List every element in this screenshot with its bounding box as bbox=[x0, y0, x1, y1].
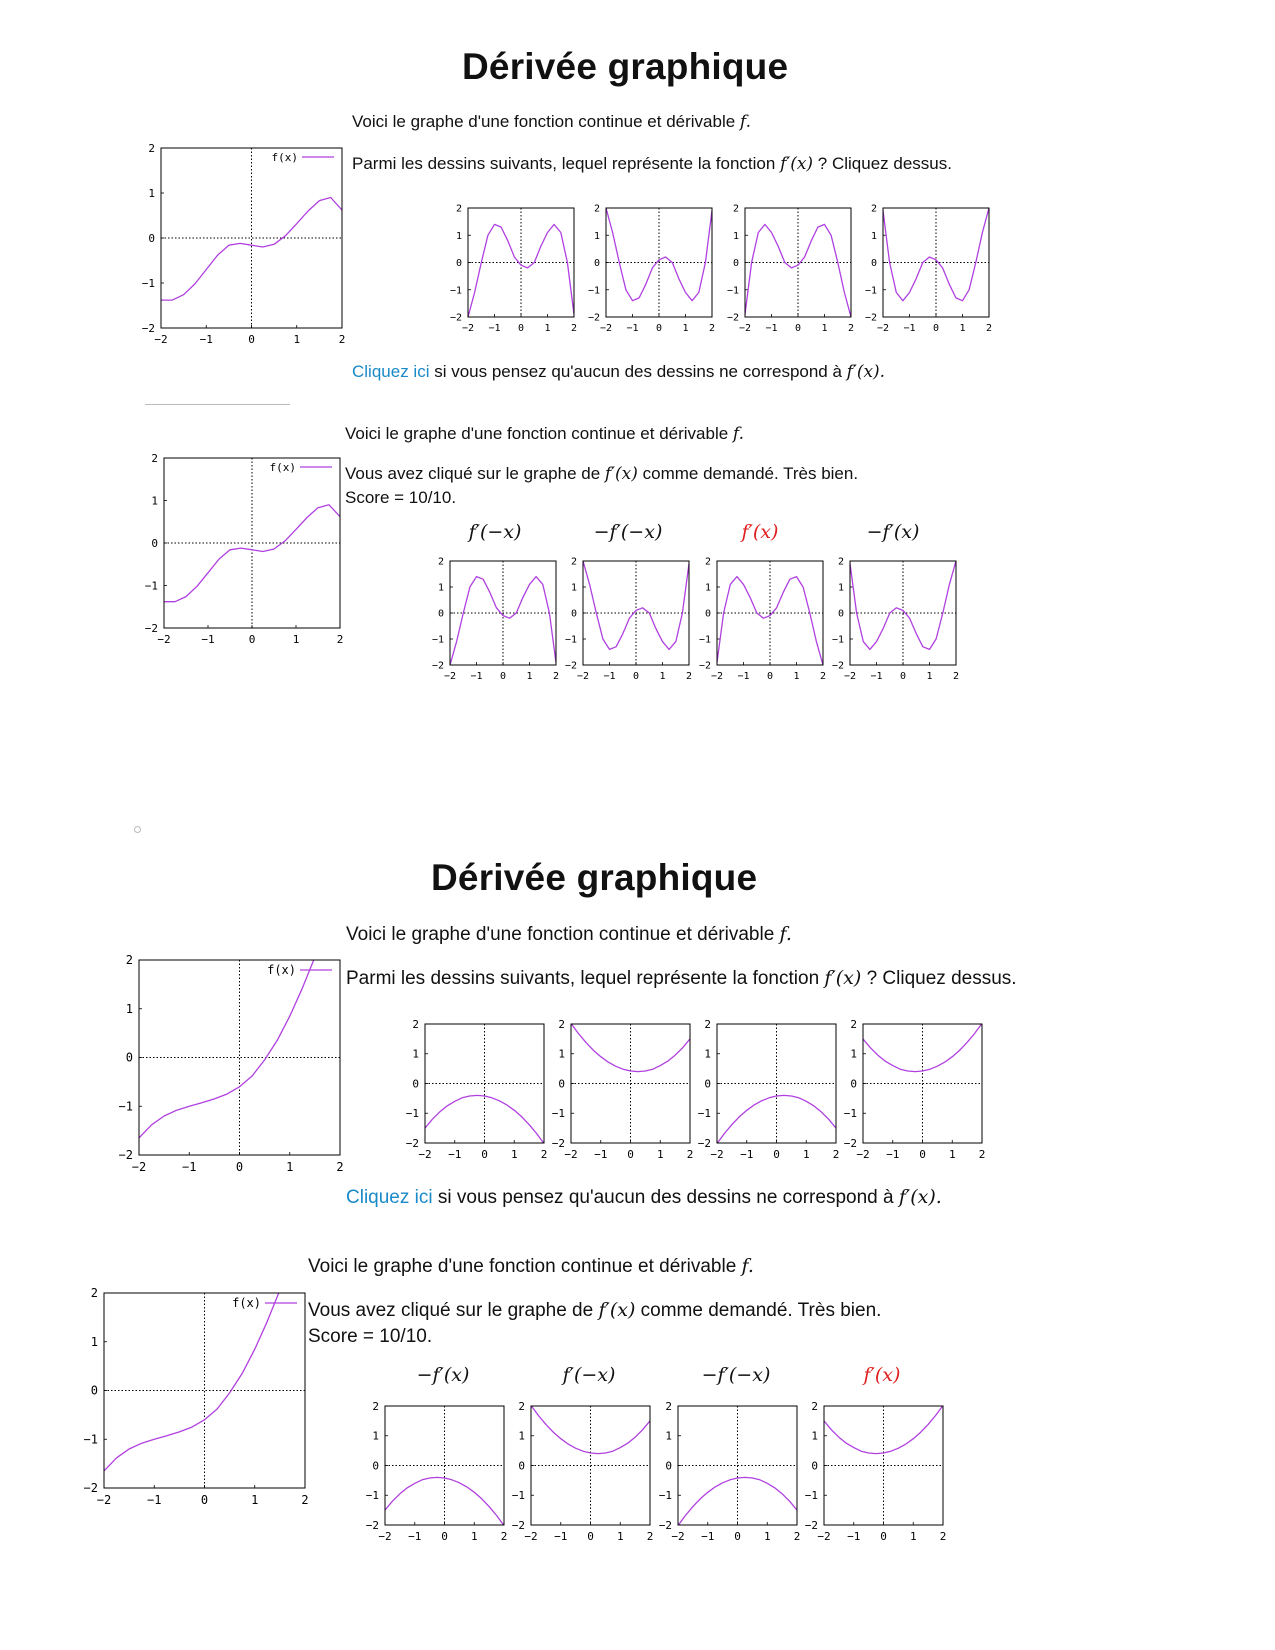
none-match-line bbox=[352, 361, 885, 383]
legend-label: f(x) bbox=[232, 1296, 261, 1310]
question-prefix: Parmi les dessins suivants, lequel représente la fonction bbox=[346, 968, 825, 989]
x-tick-label: 0 bbox=[919, 1148, 926, 1161]
y-tick-label: 1 bbox=[704, 582, 711, 594]
y-tick-label: 0 bbox=[125, 1050, 133, 1065]
y-tick-label: 0 bbox=[570, 608, 577, 620]
y-tick-label: 2 bbox=[558, 1017, 565, 1031]
y-tick-label: 2 bbox=[665, 1399, 672, 1413]
x-tick-label: −2 bbox=[710, 1148, 724, 1161]
intro-symbol: f. bbox=[741, 1255, 754, 1277]
none-match-link[interactable]: Cliquez ici bbox=[346, 1187, 433, 1208]
y-tick-label: 0 bbox=[455, 258, 462, 269]
main-function-graph bbox=[78, 1285, 313, 1510]
y-tick-label: −2 bbox=[83, 1481, 98, 1496]
x-tick-label: 1 bbox=[656, 1148, 664, 1161]
y-tick-label: 0 bbox=[704, 1077, 711, 1091]
x-tick-label: 2 bbox=[793, 1530, 801, 1543]
choice-label-1: f′(−x) bbox=[468, 521, 522, 543]
x-tick-label: 2 bbox=[338, 333, 346, 346]
x-tick-label: 0 bbox=[899, 671, 907, 682]
x-tick-label: 2 bbox=[708, 323, 716, 334]
none-match-text: si vous pensez qu'aucun des dessins ne correspond à bbox=[429, 362, 847, 381]
x-tick-label: −2 bbox=[524, 1530, 538, 1543]
y-tick-label: 2 bbox=[732, 203, 739, 215]
y-tick-label: 0 bbox=[704, 608, 711, 620]
choice-graph-1[interactable] bbox=[402, 1016, 550, 1161]
choice-graph-2 bbox=[508, 1398, 656, 1543]
y-tick-label: 1 bbox=[151, 494, 158, 508]
y-tick-label: 2 bbox=[518, 1399, 525, 1413]
function-curve bbox=[850, 561, 956, 649]
y-tick-label: −1 bbox=[587, 285, 600, 297]
y-tick-label: 0 bbox=[732, 258, 739, 269]
page-title: Dérivée graphique bbox=[462, 46, 789, 87]
y-tick-label: −1 bbox=[144, 579, 158, 593]
x-tick-label: −2 bbox=[418, 1148, 432, 1161]
x-tick-label: 1 bbox=[526, 671, 533, 682]
y-tick-label: −2 bbox=[449, 312, 462, 324]
choice-label-1: −f′(x) bbox=[416, 1364, 470, 1386]
x-tick-label: 0 bbox=[766, 671, 774, 682]
y-tick-label: 0 bbox=[593, 258, 600, 269]
x-tick-label: 2 bbox=[500, 1530, 508, 1543]
x-tick-label: −2 bbox=[131, 1160, 147, 1174]
y-tick-label: 1 bbox=[704, 1047, 711, 1061]
x-tick-label: −2 bbox=[876, 323, 890, 334]
intro-text bbox=[352, 111, 751, 133]
y-tick-label: 1 bbox=[837, 582, 844, 594]
none-match-symbol: f′(x). bbox=[846, 362, 886, 382]
y-tick-label: −2 bbox=[405, 1136, 419, 1150]
y-tick-label: −1 bbox=[564, 634, 577, 646]
x-tick-label: −2 bbox=[157, 633, 171, 646]
x-tick-label: 0 bbox=[773, 1148, 780, 1161]
y-tick-label: 1 bbox=[850, 1047, 857, 1061]
x-tick-label: −1 bbox=[594, 1148, 608, 1161]
x-tick-label: −1 bbox=[737, 671, 750, 682]
function-curve bbox=[863, 1023, 982, 1071]
y-tick-label: 1 bbox=[455, 230, 462, 242]
y-tick-label: 2 bbox=[151, 451, 158, 465]
main-function-graph bbox=[113, 952, 348, 1177]
feedback-text bbox=[345, 463, 858, 485]
x-tick-label: −2 bbox=[671, 1530, 685, 1543]
x-tick-label: 0 bbox=[880, 1530, 887, 1543]
y-tick-label: 0 bbox=[837, 608, 844, 620]
y-tick-label: 2 bbox=[148, 141, 155, 155]
choice-graph-1 bbox=[362, 1398, 510, 1543]
x-tick-label: −1 bbox=[626, 323, 639, 334]
intro-text-body: Voici le graphe d'une fonction continue et dérivable bbox=[352, 112, 740, 131]
x-tick-label: 2 bbox=[570, 323, 578, 334]
y-tick-label: −1 bbox=[843, 1107, 857, 1121]
intro-symbol: f. bbox=[739, 112, 751, 132]
x-tick-label: 2 bbox=[952, 671, 960, 682]
x-tick-label: −2 bbox=[599, 323, 613, 334]
choice-graph-3 bbox=[655, 1398, 803, 1543]
question-suffix: ? Cliquez dessus. bbox=[861, 968, 1017, 989]
x-tick-label: −1 bbox=[554, 1530, 568, 1543]
x-tick-label: −2 bbox=[564, 1148, 578, 1161]
y-tick-label: 0 bbox=[90, 1383, 98, 1398]
y-tick-label: −1 bbox=[658, 1489, 672, 1503]
score-text: Score = 10/10. bbox=[308, 1326, 433, 1347]
x-tick-label: −1 bbox=[886, 1148, 900, 1161]
y-tick-label: 0 bbox=[151, 536, 158, 550]
separator-dot bbox=[134, 826, 141, 833]
x-tick-label: −2 bbox=[843, 671, 857, 682]
y-tick-label: 2 bbox=[811, 1399, 818, 1413]
x-tick-label: −1 bbox=[408, 1530, 422, 1543]
x-tick-label: 1 bbox=[544, 323, 551, 334]
intro-symbol: f. bbox=[732, 424, 744, 444]
y-tick-label: −2 bbox=[144, 621, 158, 635]
x-tick-label: 2 bbox=[540, 1148, 548, 1161]
y-tick-label: 2 bbox=[870, 203, 877, 215]
x-tick-label: −2 bbox=[154, 333, 168, 346]
choice-label-4: f′(x) bbox=[863, 1364, 901, 1386]
feedback-suffix: comme demandé. Très bien. bbox=[635, 1300, 882, 1321]
y-tick-label: 0 bbox=[850, 1077, 857, 1091]
main-function-graph bbox=[135, 140, 350, 350]
none-match-link[interactable]: Cliquez ici bbox=[352, 362, 430, 381]
x-tick-label: 1 bbox=[682, 323, 689, 334]
y-tick-label: 0 bbox=[665, 1459, 672, 1473]
y-tick-label: 0 bbox=[148, 231, 155, 245]
x-tick-label: 1 bbox=[286, 1160, 294, 1174]
x-tick-label: −1 bbox=[201, 633, 215, 646]
x-tick-label: −1 bbox=[448, 1148, 462, 1161]
x-tick-label: −2 bbox=[443, 671, 457, 682]
y-tick-label: 2 bbox=[372, 1399, 379, 1413]
x-tick-label: −1 bbox=[847, 1530, 861, 1543]
y-tick-label: 0 bbox=[870, 258, 877, 269]
choice-graph-4[interactable] bbox=[860, 200, 995, 335]
y-tick-label: −1 bbox=[697, 1107, 711, 1121]
x-tick-label: −2 bbox=[378, 1530, 392, 1543]
x-tick-label: −1 bbox=[870, 671, 883, 682]
none-match-line bbox=[346, 1184, 942, 1211]
x-tick-label: 2 bbox=[686, 1148, 694, 1161]
x-tick-label: −1 bbox=[470, 671, 483, 682]
y-tick-label: 2 bbox=[455, 203, 462, 215]
y-tick-label: −2 bbox=[658, 1518, 672, 1532]
y-tick-label: 1 bbox=[558, 1047, 565, 1061]
choice-label-3: f′(x) bbox=[741, 521, 779, 543]
x-tick-label: 2 bbox=[978, 1148, 986, 1161]
function-curve bbox=[104, 1217, 305, 1471]
y-tick-label: 1 bbox=[518, 1429, 525, 1443]
main-function-graph bbox=[138, 450, 348, 650]
x-tick-label: −2 bbox=[461, 323, 475, 334]
x-tick-label: 0 bbox=[627, 1148, 634, 1161]
y-tick-label: −2 bbox=[864, 312, 877, 324]
choice-graph-4 bbox=[801, 1398, 949, 1543]
y-tick-label: −1 bbox=[551, 1107, 565, 1121]
x-tick-label: 0 bbox=[632, 671, 640, 682]
x-tick-label: 2 bbox=[939, 1530, 947, 1543]
y-tick-label: −2 bbox=[726, 312, 739, 324]
function-curve bbox=[531, 1405, 650, 1453]
y-tick-label: −1 bbox=[831, 634, 844, 646]
x-tick-label: −1 bbox=[182, 1160, 197, 1174]
y-tick-label: −2 bbox=[804, 1518, 818, 1532]
feedback-prefix: Vous avez cliqué sur le graphe de bbox=[345, 464, 605, 483]
section-divider bbox=[145, 404, 290, 405]
y-tick-label: 1 bbox=[437, 582, 444, 594]
intro-text-body: Voici le graphe d'une fonction continue et dérivable bbox=[345, 424, 733, 443]
choice-graph-3 bbox=[694, 553, 829, 683]
x-tick-label: 2 bbox=[646, 1530, 654, 1543]
legend-label: f(x) bbox=[267, 963, 296, 977]
y-tick-label: 1 bbox=[665, 1429, 672, 1443]
x-tick-label: 2 bbox=[552, 671, 560, 682]
y-tick-label: 0 bbox=[437, 608, 444, 620]
choice-graph-3[interactable] bbox=[694, 1016, 842, 1161]
y-tick-label: −1 bbox=[726, 285, 739, 297]
x-tick-label: 0 bbox=[499, 671, 507, 682]
x-tick-label: −2 bbox=[856, 1148, 870, 1161]
y-tick-label: −1 bbox=[431, 634, 444, 646]
y-tick-label: 0 bbox=[518, 1459, 525, 1473]
y-tick-label: 2 bbox=[593, 203, 600, 215]
choice-graph-1[interactable] bbox=[445, 200, 580, 335]
y-tick-label: −2 bbox=[141, 321, 155, 335]
legend-label: f(x) bbox=[271, 151, 298, 164]
x-tick-label: −1 bbox=[765, 323, 778, 334]
y-tick-label: 2 bbox=[704, 556, 711, 568]
y-tick-label: 0 bbox=[412, 1077, 419, 1091]
x-tick-label: 0 bbox=[932, 323, 940, 334]
intro-text bbox=[345, 423, 744, 445]
none-match-symbol: f′(x). bbox=[898, 1186, 942, 1208]
y-tick-label: −2 bbox=[564, 660, 577, 672]
question-suffix: ? Cliquez dessus. bbox=[813, 154, 952, 173]
x-tick-label: 2 bbox=[336, 1160, 344, 1174]
intro-symbol: f. bbox=[779, 923, 792, 945]
x-tick-label: 1 bbox=[470, 1530, 478, 1543]
y-tick-label: −1 bbox=[118, 1099, 133, 1114]
choice-graph-1 bbox=[427, 553, 562, 683]
plot-frame bbox=[161, 148, 342, 328]
intro-text bbox=[346, 921, 792, 948]
function-curve bbox=[583, 561, 689, 649]
y-tick-label: 1 bbox=[570, 582, 577, 594]
y-tick-label: 1 bbox=[732, 230, 739, 242]
y-tick-label: −1 bbox=[83, 1432, 98, 1447]
x-tick-label: 0 bbox=[734, 1530, 741, 1543]
x-tick-label: 0 bbox=[517, 323, 525, 334]
x-tick-label: 2 bbox=[685, 671, 693, 682]
x-tick-label: 1 bbox=[510, 1148, 518, 1161]
y-tick-label: 2 bbox=[570, 556, 577, 568]
intro-text bbox=[308, 1253, 754, 1280]
x-tick-label: 0 bbox=[481, 1148, 488, 1161]
feedback-prefix: Vous avez cliqué sur le graphe de bbox=[308, 1300, 599, 1321]
x-tick-label: 1 bbox=[293, 333, 301, 346]
feedback-suffix: comme demandé. Très bien. bbox=[637, 464, 859, 483]
y-tick-label: 0 bbox=[558, 1077, 565, 1091]
none-match-text: si vous pensez qu'aucun des dessins ne correspond à bbox=[432, 1187, 899, 1208]
x-tick-label: 1 bbox=[292, 633, 300, 646]
intro-text-body: Voici le graphe d'une fonction continue et dérivable bbox=[308, 1256, 742, 1277]
feedback-text bbox=[308, 1297, 881, 1324]
choice-label-2: −f′(−x) bbox=[593, 521, 663, 543]
x-tick-label: −1 bbox=[199, 333, 213, 346]
y-tick-label: −1 bbox=[804, 1489, 818, 1503]
x-tick-label: −1 bbox=[147, 1493, 162, 1507]
choice-graph-4 bbox=[827, 553, 962, 683]
feedback-symbol: f′(x) bbox=[598, 1299, 636, 1321]
y-tick-label: −2 bbox=[365, 1518, 379, 1532]
y-tick-label: 1 bbox=[811, 1429, 818, 1443]
x-tick-label: 0 bbox=[248, 333, 255, 346]
legend-label: f(x) bbox=[269, 461, 296, 474]
x-tick-label: −1 bbox=[701, 1530, 715, 1543]
feedback-symbol: f′(x) bbox=[604, 464, 638, 484]
choice-graph-2 bbox=[560, 553, 695, 683]
choice-graph-3[interactable] bbox=[722, 200, 857, 335]
y-tick-label: −2 bbox=[697, 1136, 711, 1150]
y-tick-label: 1 bbox=[125, 1001, 133, 1016]
x-tick-label: 2 bbox=[336, 633, 344, 646]
score-text: Score = 10/10. bbox=[345, 488, 457, 507]
y-tick-label: −2 bbox=[843, 1136, 857, 1150]
x-tick-label: 0 bbox=[235, 1160, 244, 1174]
choice-label-2: f′(−x) bbox=[562, 1364, 616, 1386]
y-tick-label: 1 bbox=[90, 1334, 98, 1349]
x-tick-label: 2 bbox=[301, 1493, 309, 1507]
x-tick-label: −1 bbox=[603, 671, 616, 682]
x-tick-label: 0 bbox=[248, 633, 256, 646]
y-tick-label: 2 bbox=[704, 1017, 711, 1031]
page-title: Dérivée graphique bbox=[431, 857, 758, 898]
y-tick-label: 2 bbox=[412, 1017, 419, 1031]
y-tick-label: −1 bbox=[449, 285, 462, 297]
y-tick-label: 1 bbox=[148, 186, 155, 200]
y-tick-label: −2 bbox=[551, 1136, 565, 1150]
x-tick-label: 1 bbox=[793, 671, 800, 682]
y-tick-label: −2 bbox=[511, 1518, 525, 1532]
intro-text-body: Voici le graphe d'une fonction continue et dérivable bbox=[346, 924, 780, 945]
y-tick-label: −2 bbox=[587, 312, 600, 324]
y-tick-label: −1 bbox=[365, 1489, 379, 1503]
x-tick-label: 1 bbox=[659, 671, 666, 682]
y-tick-label: −1 bbox=[864, 285, 877, 297]
x-tick-label: 1 bbox=[959, 323, 966, 334]
x-tick-label: 1 bbox=[948, 1148, 956, 1161]
question-symbol: f′(x) bbox=[824, 967, 862, 989]
y-tick-label: 2 bbox=[437, 556, 444, 568]
x-tick-label: 1 bbox=[802, 1148, 810, 1161]
x-tick-label: 0 bbox=[794, 323, 802, 334]
x-tick-label: 1 bbox=[616, 1530, 624, 1543]
x-tick-label: −2 bbox=[738, 323, 752, 334]
x-tick-label: 0 bbox=[587, 1530, 594, 1543]
x-tick-label: −2 bbox=[817, 1530, 831, 1543]
x-tick-label: 0 bbox=[655, 323, 663, 334]
y-tick-label: 1 bbox=[412, 1047, 419, 1061]
x-tick-label: 0 bbox=[200, 1493, 209, 1507]
y-tick-label: −2 bbox=[431, 660, 444, 672]
y-tick-label: −1 bbox=[698, 634, 711, 646]
y-tick-label: 1 bbox=[870, 230, 877, 242]
x-tick-label: 2 bbox=[847, 323, 855, 334]
x-tick-label: 1 bbox=[251, 1493, 259, 1507]
function-curve bbox=[139, 884, 340, 1138]
x-tick-label: 1 bbox=[926, 671, 933, 682]
y-tick-label: −1 bbox=[141, 276, 155, 290]
function-curve bbox=[571, 1023, 690, 1071]
y-tick-label: −2 bbox=[118, 1148, 133, 1163]
y-tick-label: 2 bbox=[90, 1286, 98, 1301]
y-tick-label: −1 bbox=[405, 1107, 419, 1121]
question-prefix: Parmi les dessins suivants, lequel représente la fonction bbox=[352, 154, 781, 173]
y-tick-label: 0 bbox=[811, 1459, 818, 1473]
y-tick-label: 1 bbox=[593, 230, 600, 242]
y-tick-label: −1 bbox=[511, 1489, 525, 1503]
y-tick-label: 1 bbox=[372, 1429, 379, 1443]
y-tick-label: 2 bbox=[850, 1017, 857, 1031]
y-tick-label: 2 bbox=[837, 556, 844, 568]
x-tick-label: 1 bbox=[763, 1530, 771, 1543]
x-tick-label: 1 bbox=[909, 1530, 917, 1543]
x-tick-label: −1 bbox=[740, 1148, 754, 1161]
x-tick-label: −2 bbox=[710, 671, 724, 682]
choice-graph-2[interactable] bbox=[583, 200, 718, 335]
x-tick-label: −1 bbox=[488, 323, 501, 334]
question-symbol: f′(x) bbox=[780, 154, 814, 174]
y-tick-label: −2 bbox=[698, 660, 711, 672]
x-tick-label: 2 bbox=[985, 323, 993, 334]
question-text bbox=[346, 965, 1017, 992]
x-tick-label: −1 bbox=[903, 323, 916, 334]
function-curve bbox=[824, 1405, 943, 1453]
y-tick-label: −2 bbox=[831, 660, 844, 672]
x-tick-label: 2 bbox=[819, 671, 827, 682]
x-tick-label: 0 bbox=[441, 1530, 448, 1543]
choice-graph-4[interactable] bbox=[840, 1016, 988, 1161]
y-tick-label: 2 bbox=[125, 953, 133, 968]
choice-label-3: −f′(−x) bbox=[701, 1364, 771, 1386]
x-tick-label: 2 bbox=[832, 1148, 840, 1161]
x-tick-label: −2 bbox=[96, 1493, 112, 1507]
x-tick-label: −2 bbox=[576, 671, 590, 682]
x-tick-label: 1 bbox=[821, 323, 828, 334]
choice-graph-2[interactable] bbox=[548, 1016, 696, 1161]
question-text bbox=[352, 153, 952, 175]
choice-label-4: −f′(x) bbox=[866, 521, 920, 543]
y-tick-label: 0 bbox=[372, 1459, 379, 1473]
